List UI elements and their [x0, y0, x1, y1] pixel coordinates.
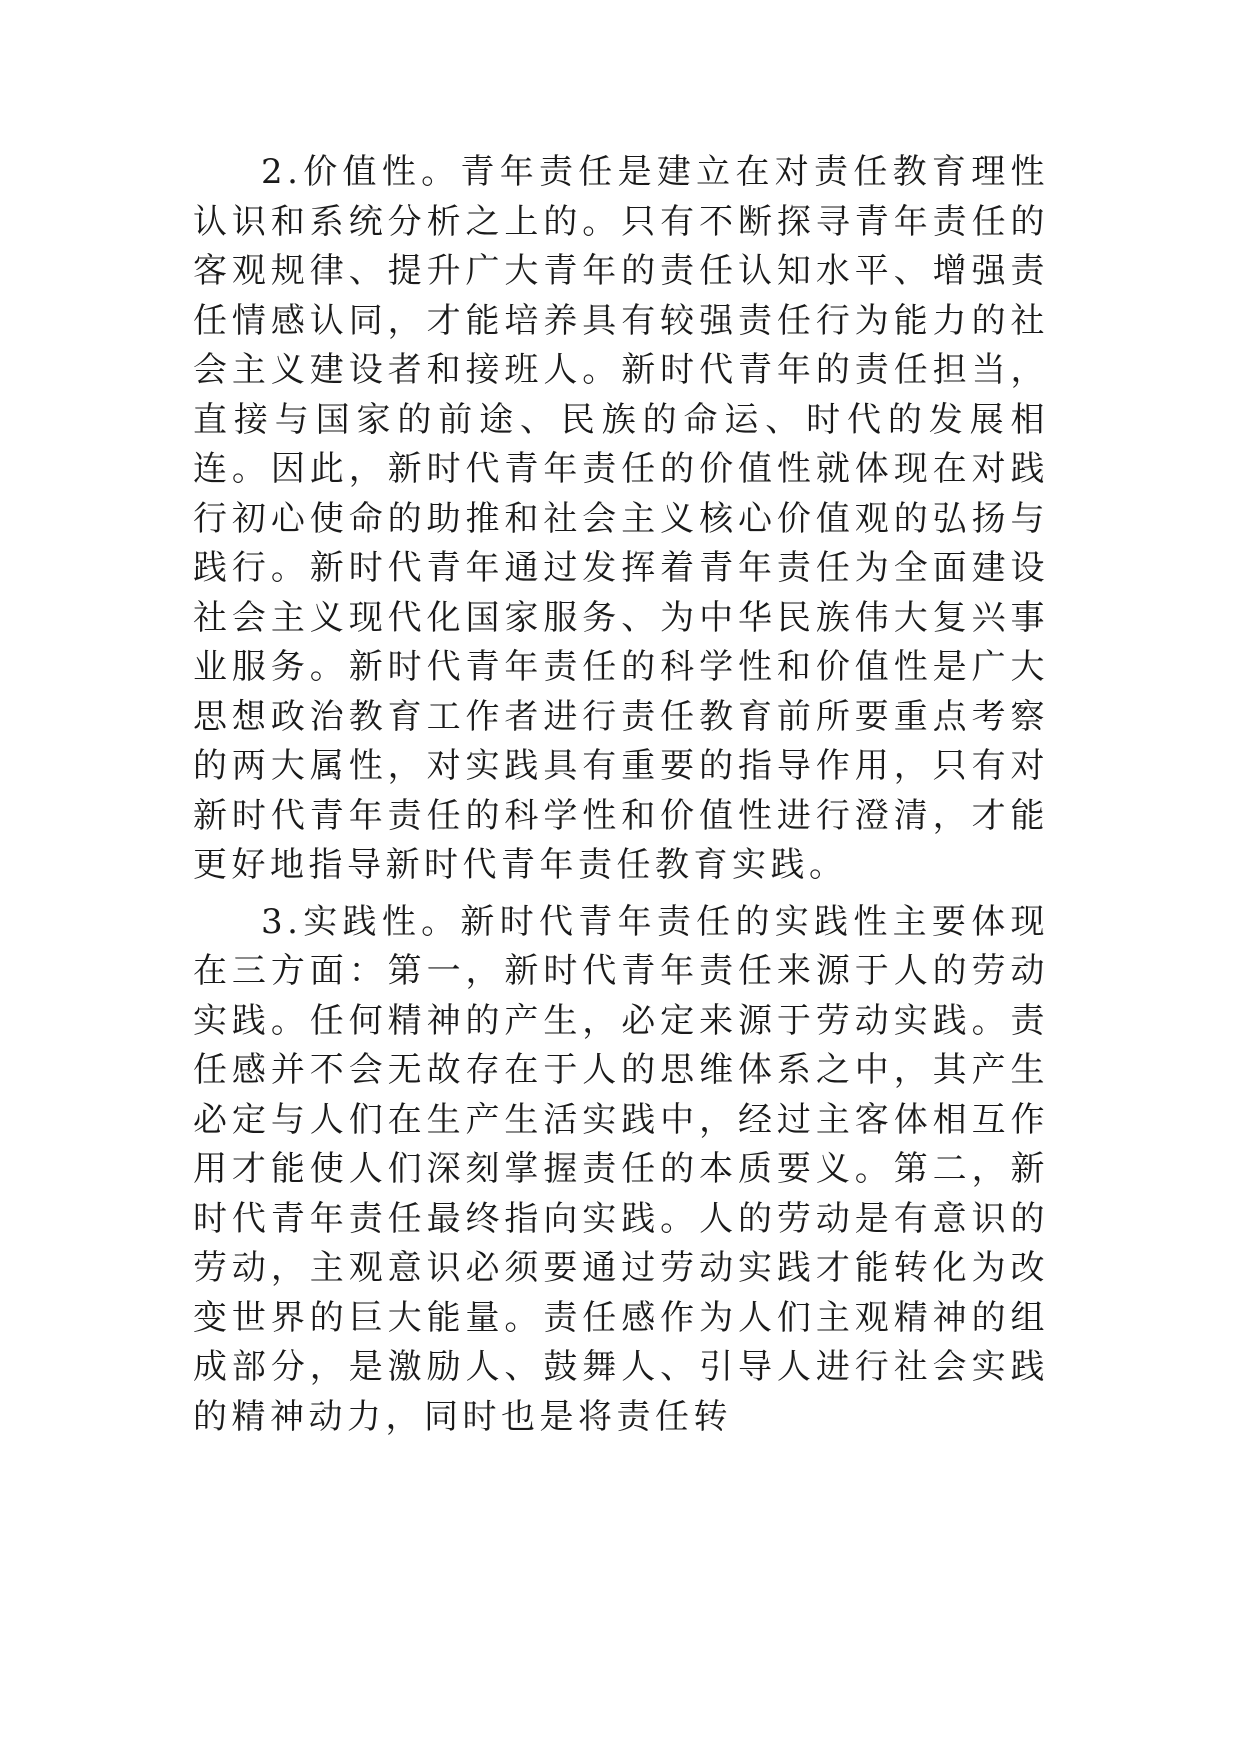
- paragraph-practice: 3.实践性。新时代青年责任的实践性主要体现在三方面：第一，新时代青年责任来源于人的劳动实践。任何精神的产生，必定来源于劳动实践。责任感并不会无故存在于人的思维体系之中，其产生必定与人们在生产生活实践中，经过主客体相互作用才能使人们深刻掌握责任的本质要义。第二，新时代青年责任最终指向实践。人的劳动是有意识的劳动，主观意识必须要通过劳动实践才能转化为改变世界的巨大能量。责任感作为人们主观精神的组成部分，是激励人、鼓舞人、引导人进行社会实践的精神动力，同时也是将责任转: [193, 901, 1049, 1437]
- paragraph-value: 2.价值性。青年责任是建立在对责任教育理性认识和系统分析之上的。只有不断探寻青年责任的客观规律、提升广大青年的责任认知水平、增强责任情感认同，才能培养具有较强责任行为能力的社会主义建设者和接班人。新时代青年的责任担当，直接与国家的前途、民族的命运、时代的发展相连。因此，新时代青年责任的价值性就体现在对践行初心使命的助推和社会主义核心价值观的弘扬与践行。新时代青年通过发挥着青年责任为全面建设社会主义现代化国家服务、为中华民族伟大复兴事业服务。新时代青年责任的科学性和价值性是广大思想政治教育工作者进行责任教育前所要重点考察的两大属性，对实践具有重要的指导作用，只有对新时代青年责任的科学性和价值性进行澄清，才能更好地指导新时代青年责任教育实践。: [193, 152, 1049, 885]
- document-body: [193, 148, 1049, 1442]
